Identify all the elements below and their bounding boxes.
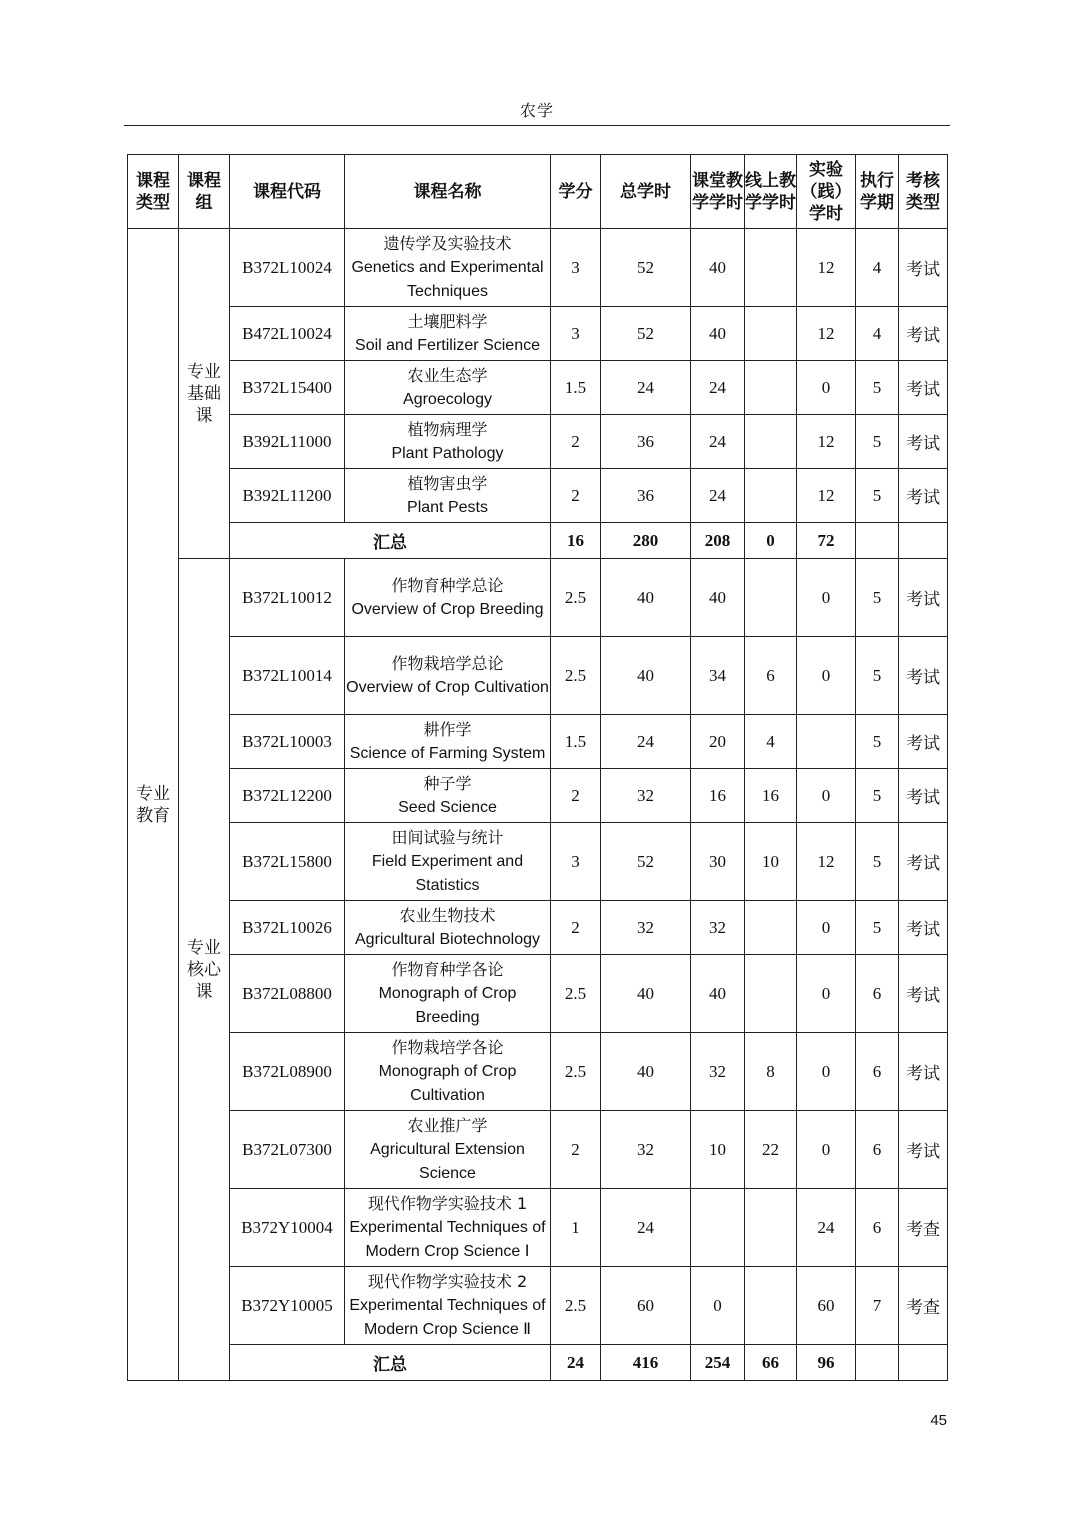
course-online [745, 955, 797, 1033]
course-term: 6 [856, 1111, 899, 1189]
course-exam-type: 考试 [899, 823, 948, 901]
summary-term-empty [856, 1345, 899, 1381]
column-header: 课堂教学学时 [691, 155, 745, 229]
course-code: B372L15800 [230, 823, 345, 901]
course-total: 24 [601, 361, 691, 415]
course-row [128, 1267, 948, 1345]
course-exam-type: 考试 [899, 715, 948, 769]
course-name-en: Genetics and Experimental Techniques [351, 258, 544, 300]
course-name-cell [345, 469, 551, 523]
course-exam-type: 考试 [899, 901, 948, 955]
course-term: 5 [856, 715, 899, 769]
course-credit: 2.5 [551, 637, 601, 715]
course-credit: 2.5 [551, 1267, 601, 1345]
course-term: 5 [856, 901, 899, 955]
course-name-en: Field Experiment and Statistics [371, 852, 524, 894]
course-row [128, 823, 948, 901]
course-exam-type: 考试 [899, 559, 948, 637]
course-row [128, 229, 948, 307]
course-class: 40 [691, 307, 745, 361]
summary-exam-empty [899, 523, 948, 559]
table-body [128, 229, 948, 1381]
course-exam-type: 考试 [899, 637, 948, 715]
course-exam-type: 考试 [899, 955, 948, 1033]
column-header: 执行学期 [856, 155, 899, 229]
course-term: 5 [856, 559, 899, 637]
course-lab: 0 [797, 637, 856, 715]
course-group-label: 专业基础课 [187, 361, 221, 426]
course-lab: 12 [797, 823, 856, 901]
course-code: B372L12200 [230, 769, 345, 823]
course-credit: 2.5 [551, 1033, 601, 1111]
course-term: 5 [856, 469, 899, 523]
course-total: 24 [601, 715, 691, 769]
course-name-cell [345, 1111, 551, 1189]
course-name-en: Monograph of Crop Cultivation [378, 1062, 517, 1104]
course-name-cell [345, 1033, 551, 1111]
course-class: 32 [691, 1033, 745, 1111]
course-credit: 2 [551, 769, 601, 823]
course-lab: 0 [797, 1111, 856, 1189]
course-name-zh: 植物病理学 [407, 419, 488, 439]
course-online [745, 307, 797, 361]
course-lab: 60 [797, 1267, 856, 1345]
course-name-zh: 作物育种学总论 [391, 575, 504, 595]
course-name-zh: 植物害虫学 [407, 473, 488, 493]
course-name-en: Plant Pests [407, 498, 488, 516]
course-code: B392L11200 [230, 469, 345, 523]
course-name-cell [345, 823, 551, 901]
course-total: 40 [601, 637, 691, 715]
course-code: B372L10012 [230, 559, 345, 637]
course-lab: 12 [797, 415, 856, 469]
course-term: 5 [856, 361, 899, 415]
course-name-en: Soil and Fertilizer Science [355, 336, 540, 354]
course-name-zh: 现代作物学实验技术 2 [367, 1271, 528, 1291]
course-name-cell [345, 901, 551, 955]
course-row [128, 955, 948, 1033]
course-code: B372L08800 [230, 955, 345, 1033]
course-lab: 0 [797, 1033, 856, 1111]
course-name-cell [345, 769, 551, 823]
course-online: 8 [745, 1033, 797, 1111]
summary-label: 汇总 [230, 1345, 551, 1381]
course-class: 10 [691, 1111, 745, 1189]
course-name-zh: 耕作学 [423, 719, 472, 739]
course-total: 60 [601, 1267, 691, 1345]
course-online: 4 [745, 715, 797, 769]
course-name-cell [345, 415, 551, 469]
course-online [745, 1267, 797, 1345]
course-credit: 1.5 [551, 715, 601, 769]
course-name-en: Overview of Crop Cultivation [346, 678, 549, 696]
course-term: 6 [856, 1189, 899, 1267]
course-name-cell [345, 361, 551, 415]
header-rule [124, 125, 950, 126]
course-online [745, 901, 797, 955]
course-term: 4 [856, 307, 899, 361]
course-lab: 12 [797, 229, 856, 307]
course-lab: 0 [797, 361, 856, 415]
course-code: B472L10024 [230, 307, 345, 361]
course-class: 0 [691, 1267, 745, 1345]
course-row [128, 637, 948, 715]
course-row [128, 715, 948, 769]
course-name-zh: 农业推广学 [407, 1115, 488, 1135]
summary-credit: 16 [551, 523, 601, 559]
course-exam-type: 考试 [899, 1111, 948, 1189]
course-credit: 2 [551, 469, 601, 523]
course-online: 16 [745, 769, 797, 823]
course-name-en: Science of Farming System [349, 744, 546, 762]
course-code: B392L11000 [230, 415, 345, 469]
course-credit: 3 [551, 307, 601, 361]
course-name-en: Experimental Techniques of Modern Crop Science Ⅱ [349, 1296, 546, 1338]
course-name-zh: 作物栽培学总论 [391, 653, 504, 673]
course-class: 24 [691, 361, 745, 415]
course-exam-type: 考试 [899, 769, 948, 823]
course-class: 40 [691, 559, 745, 637]
course-online: 22 [745, 1111, 797, 1189]
course-name-en: Overview of Crop Breeding [351, 600, 544, 618]
course-class: 20 [691, 715, 745, 769]
course-term: 5 [856, 415, 899, 469]
course-exam-type: 考试 [899, 307, 948, 361]
course-name-en: Agricultural Biotechnology [355, 930, 540, 948]
course-class: 24 [691, 415, 745, 469]
course-total: 36 [601, 469, 691, 523]
summary-total: 280 [601, 523, 691, 559]
course-name-cell [345, 715, 551, 769]
course-group-cell [179, 559, 230, 1381]
course-name-zh: 农业生物技术 [399, 905, 496, 925]
course-class: 40 [691, 955, 745, 1033]
course-total: 52 [601, 229, 691, 307]
column-header: 课程代码 [230, 155, 345, 229]
course-code: B372L10026 [230, 901, 345, 955]
course-total: 32 [601, 901, 691, 955]
page-number: 45 [930, 1412, 947, 1429]
course-name-cell [345, 559, 551, 637]
course-total: 32 [601, 1111, 691, 1189]
summary-class: 254 [691, 1345, 745, 1381]
course-group-label: 专业核心课 [187, 937, 221, 1002]
course-total: 52 [601, 823, 691, 901]
course-credit: 1 [551, 1189, 601, 1267]
course-class: 40 [691, 229, 745, 307]
course-lab: 0 [797, 769, 856, 823]
course-exam-type: 考查 [899, 1189, 948, 1267]
course-code: B372L08900 [230, 1033, 345, 1111]
course-code: B372L07300 [230, 1111, 345, 1189]
course-online [745, 469, 797, 523]
course-name-zh: 农业生态学 [407, 365, 488, 385]
summary-class: 208 [691, 523, 745, 559]
course-code: B372L10024 [230, 229, 345, 307]
course-credit: 1.5 [551, 361, 601, 415]
course-term: 4 [856, 229, 899, 307]
course-class: 34 [691, 637, 745, 715]
column-header: 课程类型 [128, 155, 179, 229]
summary-lab: 96 [797, 1345, 856, 1381]
course-code: B372L10014 [230, 637, 345, 715]
course-name-en: Experimental Techniques of Modern Crop Science Ⅰ [349, 1218, 546, 1260]
summary-row [128, 1345, 948, 1381]
course-exam-type: 考查 [899, 1267, 948, 1345]
summary-credit: 24 [551, 1345, 601, 1381]
course-row [128, 1033, 948, 1111]
course-name-zh: 现代作物学实验技术 1 [367, 1193, 528, 1213]
course-online [745, 1189, 797, 1267]
course-total: 40 [601, 559, 691, 637]
course-online [745, 229, 797, 307]
course-total: 36 [601, 415, 691, 469]
course-row [128, 1189, 948, 1267]
course-exam-type: 考试 [899, 361, 948, 415]
course-exam-type: 考试 [899, 229, 948, 307]
course-term: 5 [856, 637, 899, 715]
header-row [128, 155, 948, 229]
course-name-cell [345, 1267, 551, 1345]
course-name-zh: 作物栽培学各论 [391, 1037, 504, 1057]
course-class: 16 [691, 769, 745, 823]
course-name-en: Plant Pathology [391, 444, 504, 462]
summary-label: 汇总 [230, 523, 551, 559]
column-header: 课程名称 [345, 155, 551, 229]
course-row [128, 361, 948, 415]
course-name-cell [345, 229, 551, 307]
course-total: 40 [601, 1033, 691, 1111]
course-row [128, 901, 948, 955]
course-term: 6 [856, 955, 899, 1033]
course-online: 10 [745, 823, 797, 901]
course-online [745, 415, 797, 469]
course-credit: 3 [551, 823, 601, 901]
running-head: 农学 [519, 103, 554, 120]
course-row [128, 415, 948, 469]
course-term: 6 [856, 1033, 899, 1111]
course-lab: 12 [797, 469, 856, 523]
course-name-zh: 种子学 [423, 773, 472, 793]
course-online [745, 361, 797, 415]
course-credit: 2 [551, 901, 601, 955]
course-code: B372L15400 [230, 361, 345, 415]
course-credit: 2.5 [551, 955, 601, 1033]
column-header: 实验（践）学时 [797, 155, 856, 229]
course-name-zh: 土壤肥料学 [407, 311, 488, 331]
course-row [128, 769, 948, 823]
course-code: B372Y10004 [230, 1189, 345, 1267]
course-name-cell [345, 1189, 551, 1267]
course-credit: 2.5 [551, 559, 601, 637]
course-class: 30 [691, 823, 745, 901]
column-header: 学分 [551, 155, 601, 229]
summary-online: 0 [745, 523, 797, 559]
course-term: 7 [856, 1267, 899, 1345]
summary-exam-empty [899, 1345, 948, 1381]
course-lab: 0 [797, 559, 856, 637]
course-name-cell [345, 637, 551, 715]
curriculum-table [127, 154, 948, 1381]
course-lab: 0 [797, 901, 856, 955]
course-name-en: Monograph of Crop Breeding [378, 984, 517, 1026]
course-row [128, 307, 948, 361]
column-header: 考核类型 [899, 155, 948, 229]
course-credit: 3 [551, 229, 601, 307]
course-credit: 2 [551, 1111, 601, 1189]
column-header: 线上教学学时 [745, 155, 797, 229]
summary-lab: 72 [797, 523, 856, 559]
summary-row [128, 523, 948, 559]
course-exam-type: 考试 [899, 1033, 948, 1111]
course-exam-type: 考试 [899, 415, 948, 469]
course-online: 6 [745, 637, 797, 715]
course-row [128, 469, 948, 523]
course-name-zh: 田间试验与统计 [391, 827, 504, 847]
course-code: B372Y10005 [230, 1267, 345, 1345]
course-row [128, 1111, 948, 1189]
course-lab: 0 [797, 955, 856, 1033]
course-name-en: Seed Science [398, 798, 497, 816]
column-header: 课程组 [179, 155, 230, 229]
course-exam-type: 考试 [899, 469, 948, 523]
course-name-zh: 作物育种学各论 [391, 959, 504, 979]
category-cell: 专业教育 [128, 229, 179, 1381]
course-class [691, 1189, 745, 1267]
course-credit: 2 [551, 415, 601, 469]
course-lab: 24 [797, 1189, 856, 1267]
course-total: 24 [601, 1189, 691, 1267]
course-group-cell [179, 229, 230, 559]
course-online [745, 559, 797, 637]
course-term: 5 [856, 823, 899, 901]
course-name-en: Agricultural Extension Science [370, 1140, 525, 1182]
course-total: 32 [601, 769, 691, 823]
course-term: 5 [856, 769, 899, 823]
summary-online: 66 [745, 1345, 797, 1381]
course-name-en: Agroecology [403, 390, 492, 408]
course-name-cell [345, 307, 551, 361]
course-name-cell [345, 955, 551, 1033]
course-class: 24 [691, 469, 745, 523]
course-row [128, 559, 948, 637]
course-lab [797, 715, 856, 769]
course-class: 32 [691, 901, 745, 955]
summary-term-empty [856, 523, 899, 559]
column-header: 总学时 [601, 155, 691, 229]
course-name-zh: 遗传学及实验技术 [383, 233, 512, 253]
summary-total: 416 [601, 1345, 691, 1381]
course-code: B372L10003 [230, 715, 345, 769]
course-lab: 12 [797, 307, 856, 361]
course-total: 52 [601, 307, 691, 361]
course-total: 40 [601, 955, 691, 1033]
